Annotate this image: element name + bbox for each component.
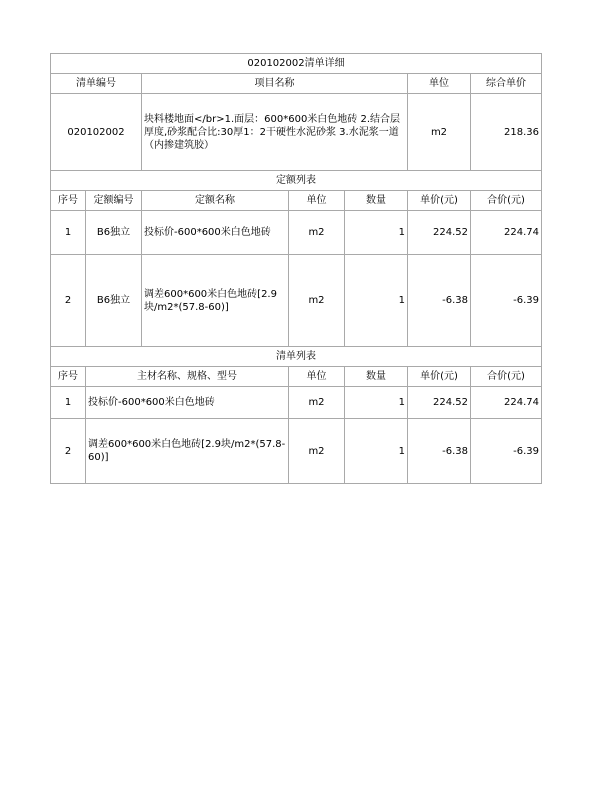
materials-row-total: -6.39 [471, 419, 542, 484]
quota-row-total: 224.74 [471, 211, 542, 255]
quota-col-total: 合价(元) [471, 191, 542, 211]
materials-header-row [51, 367, 542, 387]
quota-row-qty: 1 [345, 255, 408, 347]
bill-item-row [51, 94, 542, 171]
quota-row-name: 投标价-600*600米白色地砖 [142, 211, 289, 255]
table-row [51, 255, 542, 347]
materials-col-price: 单价(元) [408, 367, 471, 387]
bill-name-header: 项目名称 [142, 74, 408, 94]
materials-col-unit: 单位 [289, 367, 345, 387]
quota-col-unit: 单位 [289, 191, 345, 211]
quota-col-qty: 数量 [345, 191, 408, 211]
bill-code: 020102002 [51, 94, 142, 171]
materials-section-title: 清单列表 [51, 347, 542, 367]
quota-row-unit: m2 [289, 211, 345, 255]
quota-col-name: 定额名称 [142, 191, 289, 211]
bill-header-row [51, 74, 542, 94]
quota-row-code: B6独立 [86, 211, 142, 255]
quota-row-price: 224.52 [408, 211, 471, 255]
table-title: 020102002清单详细 [51, 54, 542, 74]
quota-col-no: 序号 [51, 191, 86, 211]
materials-row-unit: m2 [289, 419, 345, 484]
materials-row-name: 调差600*600米白色地砖[2.9块/m2*(57.8-60)] [86, 419, 289, 484]
quota-row-total: -6.39 [471, 255, 542, 347]
materials-col-qty: 数量 [345, 367, 408, 387]
quota-row-name: 调差600*600米白色地砖[2.9块/m2*(57.8-60)] [142, 255, 289, 347]
materials-row-unit: m2 [289, 387, 345, 419]
materials-row-no: 1 [51, 387, 86, 419]
quota-header-row [51, 191, 542, 211]
materials-row-no: 2 [51, 419, 86, 484]
quota-section-title: 定额列表 [51, 171, 542, 191]
quota-row-qty: 1 [345, 211, 408, 255]
materials-col-total: 合价(元) [471, 367, 542, 387]
materials-row-qty: 1 [345, 419, 408, 484]
materials-row-qty: 1 [345, 387, 408, 419]
bill-unit: m2 [408, 94, 471, 171]
bill-unit-header: 单位 [408, 74, 471, 94]
bill-price-header: 综合单价 [471, 74, 542, 94]
quota-col-code: 定额编号 [86, 191, 142, 211]
materials-row-name: 投标价-600*600米白色地砖 [86, 387, 289, 419]
materials-row-price: -6.38 [408, 419, 471, 484]
quota-row-price: -6.38 [408, 255, 471, 347]
table-row [51, 419, 542, 484]
table-row [51, 211, 542, 255]
quota-row-no: 1 [51, 211, 86, 255]
bill-price: 218.36 [471, 94, 542, 171]
quota-row-unit: m2 [289, 255, 345, 347]
materials-col-no: 序号 [51, 367, 86, 387]
quota-row-no: 2 [51, 255, 86, 347]
table-row [51, 387, 542, 419]
quota-col-price: 单价(元) [408, 191, 471, 211]
bill-description: 块料楼地面</br>1.面层：600*600米白色地砖 2.结合层厚度,砂浆配合比:30厚1：2干硬性水泥砂浆 3.水泥浆一道（内掺建筑胶） [142, 94, 408, 171]
materials-row-price: 224.52 [408, 387, 471, 419]
bill-detail-table [50, 53, 542, 484]
materials-row-total: 224.74 [471, 387, 542, 419]
quota-row-code: B6独立 [86, 255, 142, 347]
materials-col-name: 主材名称、规格、型号 [86, 367, 289, 387]
bill-code-header: 清单编号 [51, 74, 142, 94]
